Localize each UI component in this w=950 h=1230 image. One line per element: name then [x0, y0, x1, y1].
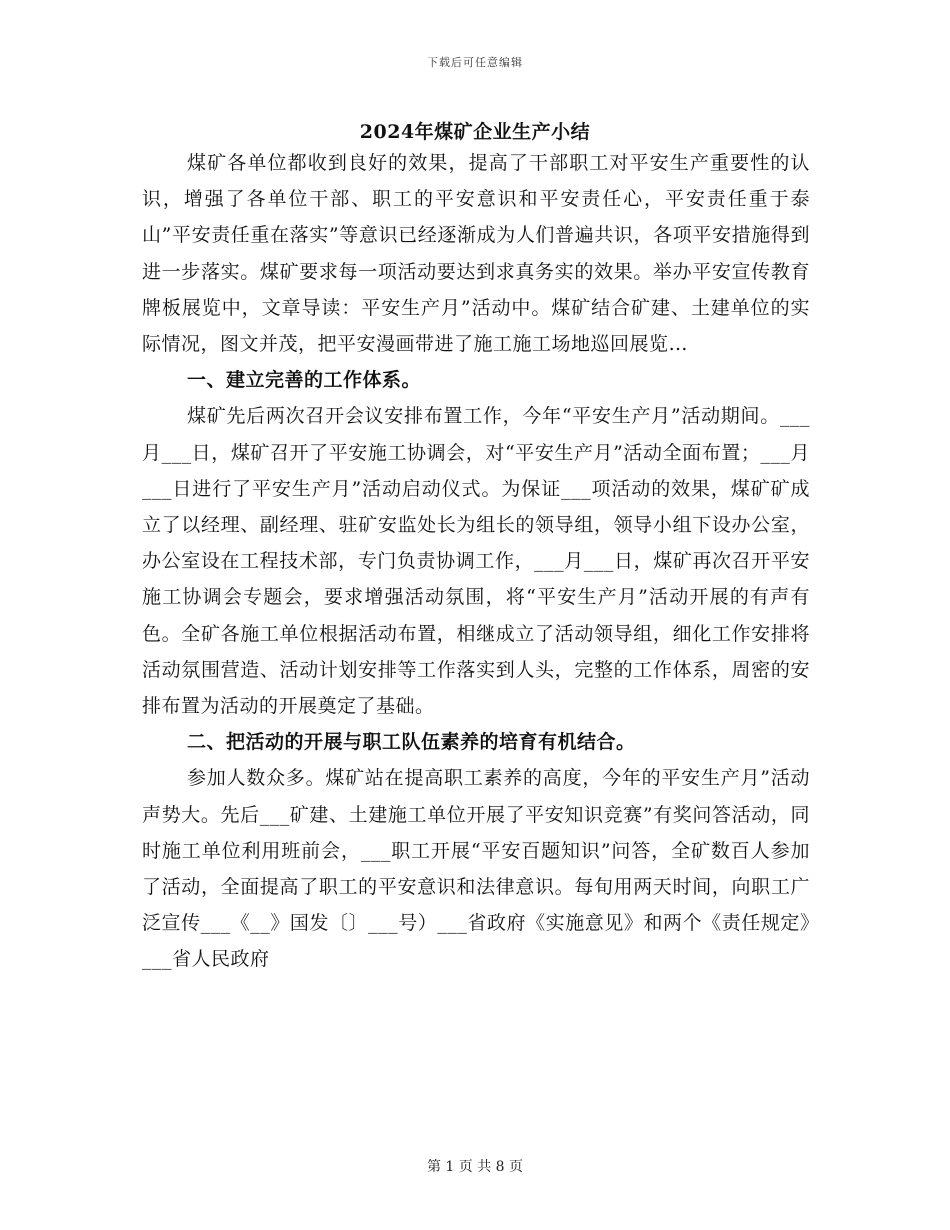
page-header-note: 下载后可任意编辑 [427, 56, 523, 69]
page-number: 第 1 页 共 8 页 [426, 1159, 524, 1175]
document-body [142, 145, 810, 978]
paragraph-section-2: 参加人数众多。煤矿站在提高职工素养的高度，今年的平安生产月”活动声势大。先后___矿建、土建施工单位开展了平安知识竞赛”有奖问答活动，同时施工单位利用班前会，___职工开展“平安百题知识”问答，全矿数百人参加了活动，全面提高了职工的平安意识和法律意识。每旬用两天时间，向职工广泛宣传___《__》国发〔〕___号）___省政府《实施意见》和两个《责任规定》___省人民政府 [142, 767, 810, 971]
paragraph-section-1: 煤矿先后两次召开会议安排布置工作，今年“平安生产月”活动期间。___月___日，煤矿召开了平安施工协调会，对“平安生产月”活动全面布置；___月___日进行了平安生产月”活动启动仪式。为保证___项活动的效果，煤矿矿成立了以经理、副经理、驻矿安监处长为组长的领导组，领导小组下设办公室，办公室设在工程技术部，专门负责协调工作，___月___日，煤矿再次召开平安施工协调会专题会，要求增强活动氛围，将“平安生产月”活动开展的有声有色。全矿各施工单位根据活动布置，相继成立了活动领导组，细化工作安排将活动氛围营造、活动计划安排等工作落实到人头，完整的工作体系，周密的安排布置为活动的开展奠定了基础。 [142, 405, 810, 718]
section-heading-2: 二、把活动的开展与职工队伍素养的培育有机结合。 [187, 731, 636, 754]
section-heading-1: 一、建立完善的工作体系。 [187, 369, 422, 392]
paragraph-intro: 煤矿各单位都收到良好的效果，提高了干部职工对平安生产重要性的认识，增强了各单位干部、职工的平安意识和平安责任心，平安责任重于泰山”平安责任重在落实”等意识已经逐渐成为人们普遍共识，各项平安措施得到进一步落实。煤矿要求每一项活动要达到求真务实的效果。举办平安宣传教育牌板展览中，文章导读：平安生产月”活动中。煤矿结合矿建、土建单位的实际情况，图文并茂，把平安漫画带进了施工施工场地巡回展览… [142, 152, 810, 356]
document-title: 2024年煤矿企业生产小结 [359, 121, 591, 143]
